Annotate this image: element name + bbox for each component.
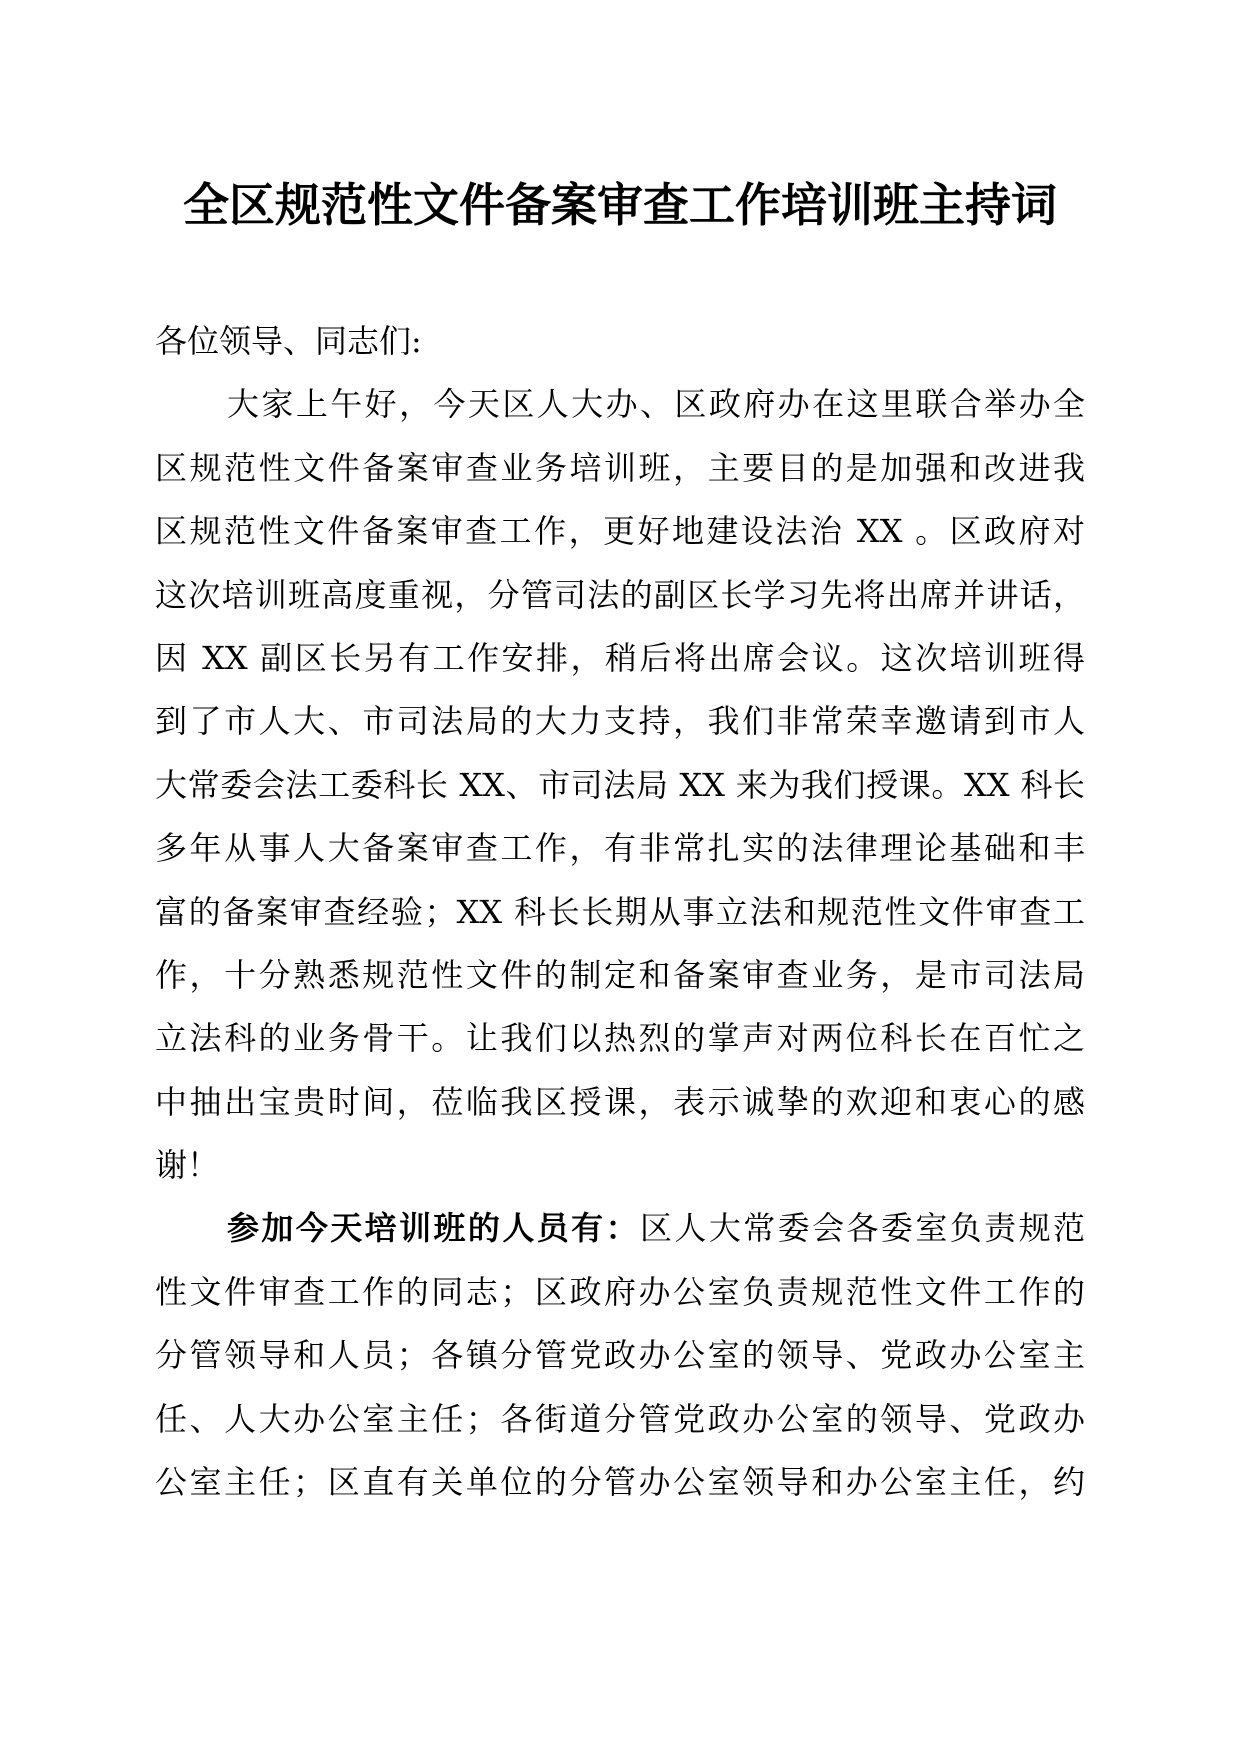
paragraph-line: 到了市人大、市司法局的大力支持，我们非常荣幸邀请到市人 <box>155 702 1085 741</box>
salutation: 各位领导、同志们: <box>155 322 422 360</box>
paragraph-line: 富的备案审查经验；XX 科长长期从事立法和规范性文件审查工 <box>155 892 1085 931</box>
paragraph-line: 这次培训班高度重视，分管司法的副区长学习先将出席并讲话， <box>155 575 1085 614</box>
paragraph-line: 作，十分熟悉规范性文件的制定和备案审查业务，是市司法局 <box>155 955 1085 994</box>
paragraph-line: 大家上午好，今天区人大办、区政府办在这里联合举办全 <box>227 385 1085 424</box>
document-body <box>155 310 1085 1514</box>
paragraph-line <box>155 1197 1085 1260</box>
paragraph-line: 大常委会法工委科长 XX、市司法局 XX 来为我们授课。XX 科长 <box>155 765 1085 804</box>
paragraph-line: 谢！ <box>155 1146 220 1185</box>
paragraph-line: 立法科的业务骨干。让我们以热烈的掌声对两位科长在百忙之 <box>155 1019 1085 1058</box>
paragraph-line: 性文件审查工作的同志；区政府办公室负责规范性文件工作的 <box>155 1272 1085 1311</box>
document-title: 全区规范性文件备案审查工作培训班主持词 <box>183 178 1057 232</box>
paragraph-line: 任、人大办公室主任；各街道分管党政办公室的领导、党政办 <box>155 1399 1085 1438</box>
paragraph-line: 区规范性文件备案审查业务培训班，主要目的是加强和改进我 <box>155 448 1085 487</box>
participants-lead: 参加今天培训班的人员有： <box>227 1209 640 1248</box>
paragraph-line: 区规范性文件备案审查工作，更好地建设法治 XX 。区政府对 <box>155 512 1085 551</box>
paragraph-line: 公室主任；区直有关单位的分管办公室领导和办公室主任，约 <box>155 1463 1085 1502</box>
paragraph-line: 因 XX 副区长另有工作安排，稍后将出席会议。这次培训班得 <box>155 638 1085 677</box>
participants-text: 区人大常委会各委室负责规范 <box>640 1209 1085 1248</box>
paragraph-line: 中抽出宝贵时间，莅临我区授课，表示诚挚的欢迎和衷心的感 <box>155 1082 1085 1121</box>
paragraph-line: 分管领导和人员；各镇分管党政办公室的领导、党政办公室主 <box>155 1336 1085 1375</box>
paragraph-line: 多年从事人大备案审查工作，有非常扎实的法律理论基础和丰 <box>155 829 1085 868</box>
